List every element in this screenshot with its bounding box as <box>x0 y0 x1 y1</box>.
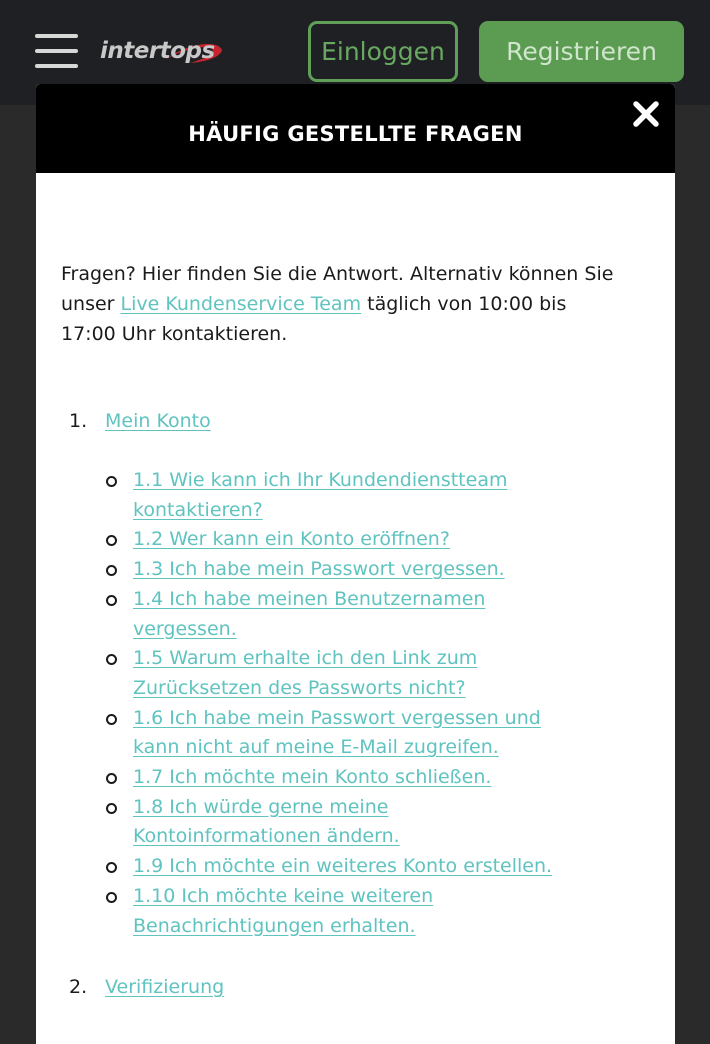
modal-title: HÄUFIG GESTELLTE FRAGEN <box>188 122 523 146</box>
section-link-verifizierung[interactable]: Verifizierung <box>105 976 225 998</box>
faq-section-1 <box>61 406 211 436</box>
intro-text-end: täglich von 10:00 bis 17:00 Uhr kontaktieren. <box>61 293 567 345</box>
list-item <box>104 555 564 585</box>
faq-link-1-1[interactable]: 1.1 Wie kann ich Ihr Kundendienstteam kontaktieren? <box>133 469 508 521</box>
close-icon[interactable] <box>631 99 661 129</box>
list-item <box>104 466 564 525</box>
list-item <box>104 793 564 852</box>
faq-link-1-6[interactable]: 1.6 Ich habe mein Passwort vergessen und kann nicht auf meine E-Mail zugreifen. <box>133 706 541 759</box>
login-button[interactable]: Einloggen <box>308 21 458 82</box>
faq-link-1-8[interactable]: 1.8 Ich würde gerne meine Kontoinformationen ändern. <box>133 795 400 848</box>
hamburger-menu-icon[interactable] <box>35 34 78 68</box>
list-item <box>104 704 564 763</box>
section-link-mein-konto[interactable]: Mein Konto <box>105 410 211 432</box>
register-button[interactable]: Registrieren <box>479 21 684 82</box>
faq-link-1-7[interactable]: 1.7 Ich möchte mein Konto schließen. <box>133 766 492 789</box>
list-item <box>104 882 564 941</box>
modal-header <box>36 84 675 173</box>
faq-link-1-4[interactable]: 1.4 Ich habe meinen Benutzernamen vergessen. <box>133 587 486 640</box>
intro-text-start: Fragen? Hier finden Sie die Antwort. Alternativ können Sie unser <box>61 263 614 315</box>
faq-link-1-2[interactable]: 1.2 Wer kann ein Konto eröffnen? <box>133 528 450 551</box>
faq-link-1-10[interactable]: 1.10 Ich möchte keine weiteren Benachrichtigungen erhalten. <box>133 884 434 937</box>
faq-link-1-5[interactable]: 1.5 Warum erhalte ich den Link zum Zurücksetzen des Passworts nicht? <box>133 647 478 699</box>
faq-section-2 <box>61 972 224 1002</box>
list-item <box>104 585 564 644</box>
faq-modal <box>36 84 675 1044</box>
logo-text: intertops <box>100 38 215 64</box>
list-item <box>104 763 564 793</box>
faq-link-1-3[interactable]: 1.3 Ich habe mein Passwort vergessen. <box>133 558 505 581</box>
section-number: 1. <box>69 410 88 432</box>
faq-link-1-9[interactable]: 1.9 Ich möchte ein weiteres Konto erstellen. <box>133 855 553 878</box>
intertops-logo[interactable] <box>100 34 230 72</box>
list-item <box>104 852 564 882</box>
live-customer-service-link[interactable]: Live Kundenservice Team <box>120 293 362 315</box>
section-number: 2. <box>69 976 88 998</box>
faq-sublist-mein-konto <box>104 466 564 941</box>
list-item <box>104 525 564 555</box>
intro-text <box>61 259 621 349</box>
list-item <box>104 644 564 703</box>
